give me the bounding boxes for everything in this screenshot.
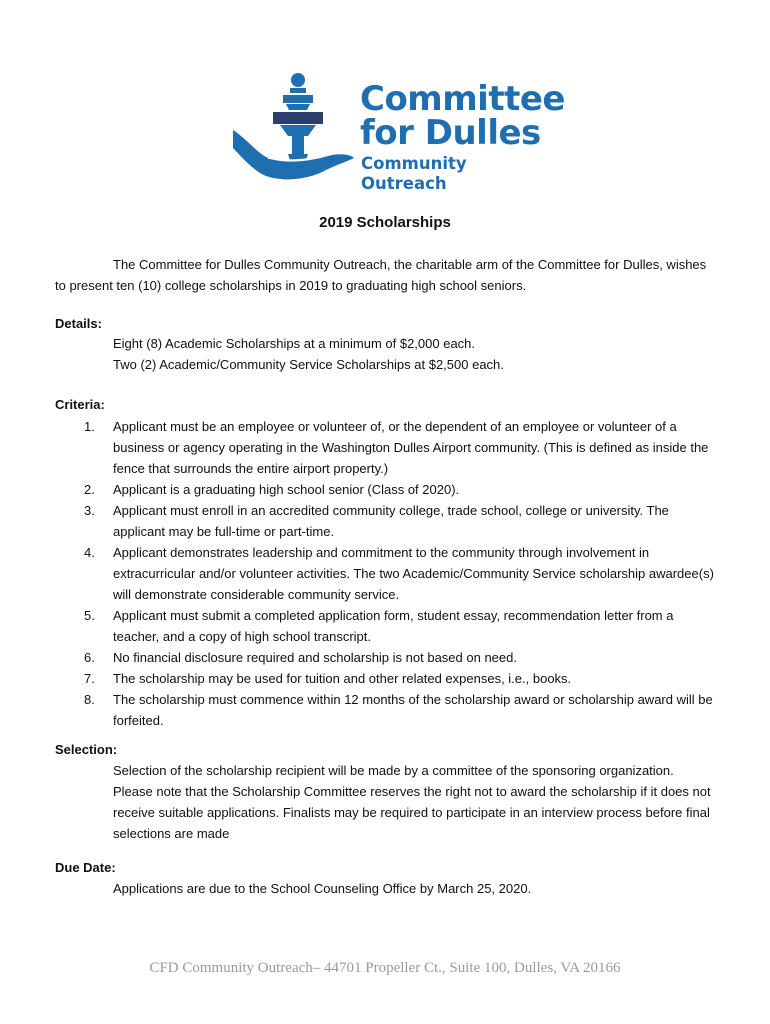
criteria-text: Applicant must enroll in an accredited community college, trade school, college or university. The applicant may be full-time or part-time. [113, 503, 669, 539]
criteria-item [78, 416, 718, 479]
selection-paragraph: Selection of the scholarship recipient will be made by a committee of the sponsoring organization. Please note that the Scholarship Committee reserves the right not to award the scholarship if it does not receive suitable applications. Finalists may be required to participate in an interview process before final selections are made [113, 763, 711, 841]
logo-text-for-dulles: for Dulles [360, 113, 541, 153]
criteria-number: 7. [84, 671, 95, 686]
details-heading: Details: [55, 316, 102, 331]
logo-text-committee: Committee [360, 79, 565, 119]
due-date-text: Applications are due to the School Counseling Office by March 25, 2020. [113, 881, 532, 896]
criteria-item [78, 689, 718, 731]
selection-heading: Selection: [55, 742, 118, 757]
criteria-item [78, 479, 718, 500]
criteria-text: The scholarship must commence within 12 months of the scholarship award or scholarship award will be forfeited. [113, 692, 713, 728]
criteria-item [78, 500, 718, 542]
criteria-item [78, 542, 718, 605]
criteria-text: No financial disclosure required and scholarship is not based on need. [113, 650, 517, 665]
criteria-text: Applicant must submit a completed application form, student essay, recommendation letter from a teacher, and a copy of high school transcript. [113, 608, 674, 644]
details-line: Eight (8) Academic Scholarships at a minimum of $2,000 each. [113, 336, 476, 351]
criteria-number: 4. [84, 545, 95, 560]
criteria-number: 5. [84, 608, 95, 623]
criteria-text: Applicant demonstrates leadership and commitment to the community through involvement in extracurricular and/or volunteer activities. The two Academic/Community Service scholarship awardee(s) will demonstrate considerable community service. [113, 545, 714, 602]
page-footer-address: CFD Community Outreach– 44701 Propeller Ct., Suite 100, Dulles, VA 20166 [149, 960, 621, 976]
due-date-heading: Due Date: [55, 860, 116, 875]
criteria-item [78, 647, 718, 668]
criteria-item [78, 668, 718, 689]
criteria-number: 2. [84, 482, 95, 497]
hand-tower-logo-icon [228, 70, 358, 190]
criteria-item [78, 605, 718, 647]
criteria-number: 8. [84, 692, 95, 707]
criteria-heading: Criteria: [55, 397, 105, 412]
criteria-text: The scholarship may be used for tuition and other related expenses, i.e., books. [113, 671, 572, 686]
criteria-number: 3. [84, 503, 95, 518]
details-line: Two (2) Academic/Community Service Scholarships at $2,500 each. [113, 357, 504, 372]
criteria-number: 6. [84, 650, 95, 665]
committee-logo [228, 70, 565, 193]
criteria-text: Applicant must be an employee or volunteer of, or the dependent of an employee or volunteer of a business or agency operating in the Washington Dulles Airport community. (This is defined as inside the fence that surrounds the entire airport property.) [113, 419, 709, 476]
details-list [113, 333, 713, 375]
criteria-text: Applicant is a graduating high school senior (Class of 2020). [113, 482, 460, 497]
intro-paragraph: The Committee for Dulles Community Outreach, the charitable arm of the Committee for Dulles, wishes to present ten (10) college scholarships in 2019 to graduating high school seniors. [55, 257, 707, 293]
criteria-list [78, 416, 718, 731]
logo-text-community-outreach: Community Outreach [361, 154, 467, 193]
document-title: 2019 Scholarships [319, 214, 451, 231]
criteria-number: 1. [84, 419, 95, 434]
